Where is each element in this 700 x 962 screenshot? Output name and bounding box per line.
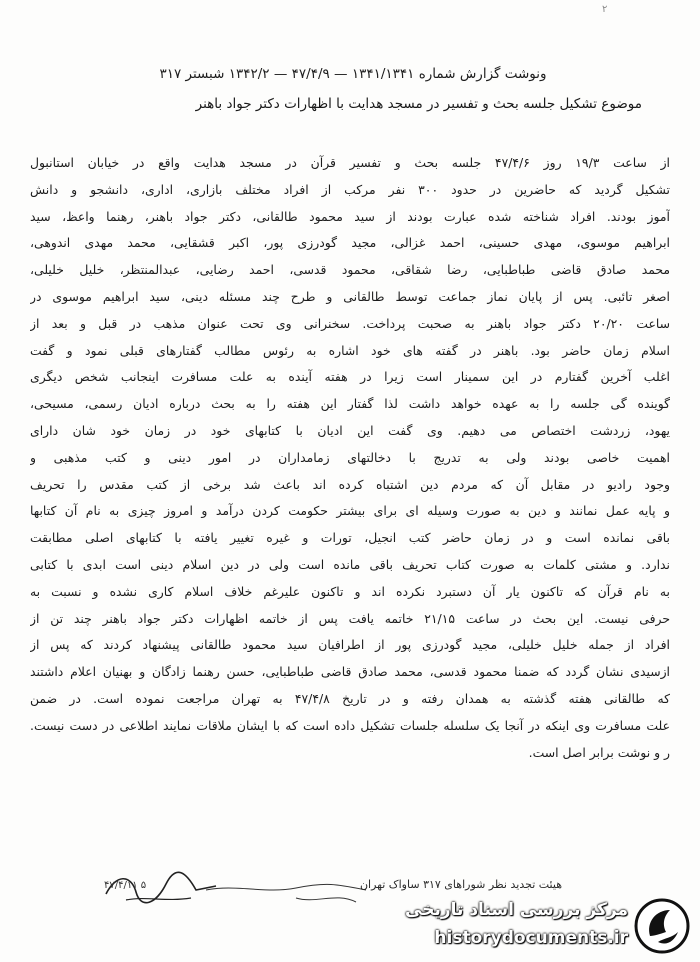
body-line: اهمیت خاصی بودند ولی به تدریج با دخالتهای زمامداران در امور دینی و کتب مذهبی و — [30, 449, 670, 465]
signature-date: ۴۷/۴/۱۱ ۵ — [104, 880, 147, 891]
body-line: از ساعت ۱۹/۳ روز ۴۷/۴/۶ جلسه بحث و تفسیر قرآن در مسجد هدایت واقع در خیابان استانبول — [30, 155, 670, 170]
body-line: علت مسافرت وی اینکه در آنجا یک سلسله جلسات تشکیل داده است که با ایشان ملاقات نمایند اطلاعی در دست نیست. — [30, 717, 670, 733]
body-line: وجود رادیو در مقابل آن که مردم دین اشتباه کرده اند باعث شد برخی از کتب مقدس را تحریف — [30, 476, 670, 492]
report-body — [30, 150, 670, 766]
body-line: تشکیل گردید که حاضرین در حدود ۳۰۰ نفر مرکب از افراد مختلف بازاری، اداری، دانشجو و دانش — [30, 181, 670, 197]
archive-watermark — [404, 896, 694, 958]
body-line: ازسیدی نشان گردد که ضمنا محمود قدسی، محمد صادق قاضی طباطبایی، حسن رهنما زادگان و بهنیان اعلام داشتند — [30, 664, 670, 680]
watermark-url: historydocuments.ir — [434, 928, 628, 948]
body-line: ابراهیم موسوی، مهدی حسینی، احمد غزالی، مجید گودرزی پور، اکبر قشقایی، محمد مهدی اندوهی، — [30, 235, 670, 251]
body-line: اصغر تائبی. پس از پایان نماز جماعت توسط طالقانی و طرح چند مسئله دینی، سید ابراهیم موسوی در — [30, 288, 670, 304]
body-line: و پایه عمل نمانند و دین به صورت وسیله ای برای بیشتر حکومت کردن درآمد و امروز چیزی به نام آن کتابها — [30, 503, 670, 519]
body-line: ر و نوشت برابر اصل است. — [528, 744, 670, 760]
body-line: افراد از جمله خلیل خلیلی، مجید گودرزی پور از اطرافیان سید محمود طالقانی پیشنهاد کردند که پس از — [30, 637, 670, 653]
report-header: ونوشت گزارش شماره ۱۳۴۱/۱۳۴۱ — ۴۷/۴/۹ — ۱۳۴۲/۲ شبستر ۳۱۷ — [159, 66, 547, 82]
body-line: ساعت ۲۰/۲۰ دکتر جواد باهنر به صحبت پرداخت. سخنرانی وی تحت عنوان مذهب در قبل و بعد از — [30, 315, 670, 331]
body-line: ندارد. و مشتی کلمات به صورت کتاب تحریف باقی مانده است ولی در دین اسلام دینی است ابدی با کتابی — [30, 556, 670, 572]
watermark-title: مرکز بررسی اسناد تاریخی — [405, 900, 628, 920]
signature-note: هیئت تجدید نظر شوراهای ۳۱۷ ساواک تهران — [359, 878, 562, 891]
body-line: اسلام زمان حاضر بود. باهنر در گفته های خود اشاره به رئوس مطالب گفتارهای قبلی نمود و گفت — [30, 342, 670, 358]
body-line: به نام قرآن که تاکنون یار آن دستبرد نکرده اند و تاکنون علیرغم خلاف اسلام کاری نشده و نسبت به — [30, 583, 670, 599]
body-line: حرفی نیست. این بحث در ساعت ۲۱/۱۵ خاتمه یافت پس از خاتمه اظهارات دکتر جواد باهنر چند تن از — [30, 610, 670, 626]
body-line: محمد صادق قاضی طباطبایی، رضا شقاقی، محمود قدسی، احمد رضایی، عبدالمنتظر، خلیل خلیلی، — [30, 262, 670, 278]
report-subject: موضوع تشکیل جلسه بحث و تفسیر در مسجد هدایت با اظهارات دکتر جواد باهنر — [195, 96, 642, 112]
page-corner-mark: ٢ — [602, 4, 608, 15]
archive-logo-icon — [634, 898, 690, 954]
body-line: باقی نمانده است و در زمان حاضر کتب انجیل، تورات و غیره تغییر یافته با کتابهای اصلی مطابقت — [30, 530, 670, 546]
body-line: که طالقانی هفته گذشته به همدان رفته و در تاریخ ۴۷/۴/۸ به تهران مراجعت نموده است. در ضمن — [30, 690, 670, 706]
body-line: آموز بودند. افراد شناخته شده عبارت بودند از سید محمود طالقانی، دکتر جواد باهنر، رهنما واعظ، سید — [30, 208, 670, 224]
body-line: یهود، زردشت اختصاص می دهیم. وی گفت این ادیان با کتابهای خود در زمان خود شان دارای — [30, 422, 670, 438]
body-line: اغلب آخرین گفتارم در این سمینار است زیرا در هفته آینده به علت مسافرت اینجانب شخص دیگری — [30, 369, 670, 385]
body-line: گوینده گی جلسه را به عهده خواهد داشت لذا گفتار این هفته را به بحث درباره ادیان رسمی، مسیحی، — [30, 396, 670, 412]
